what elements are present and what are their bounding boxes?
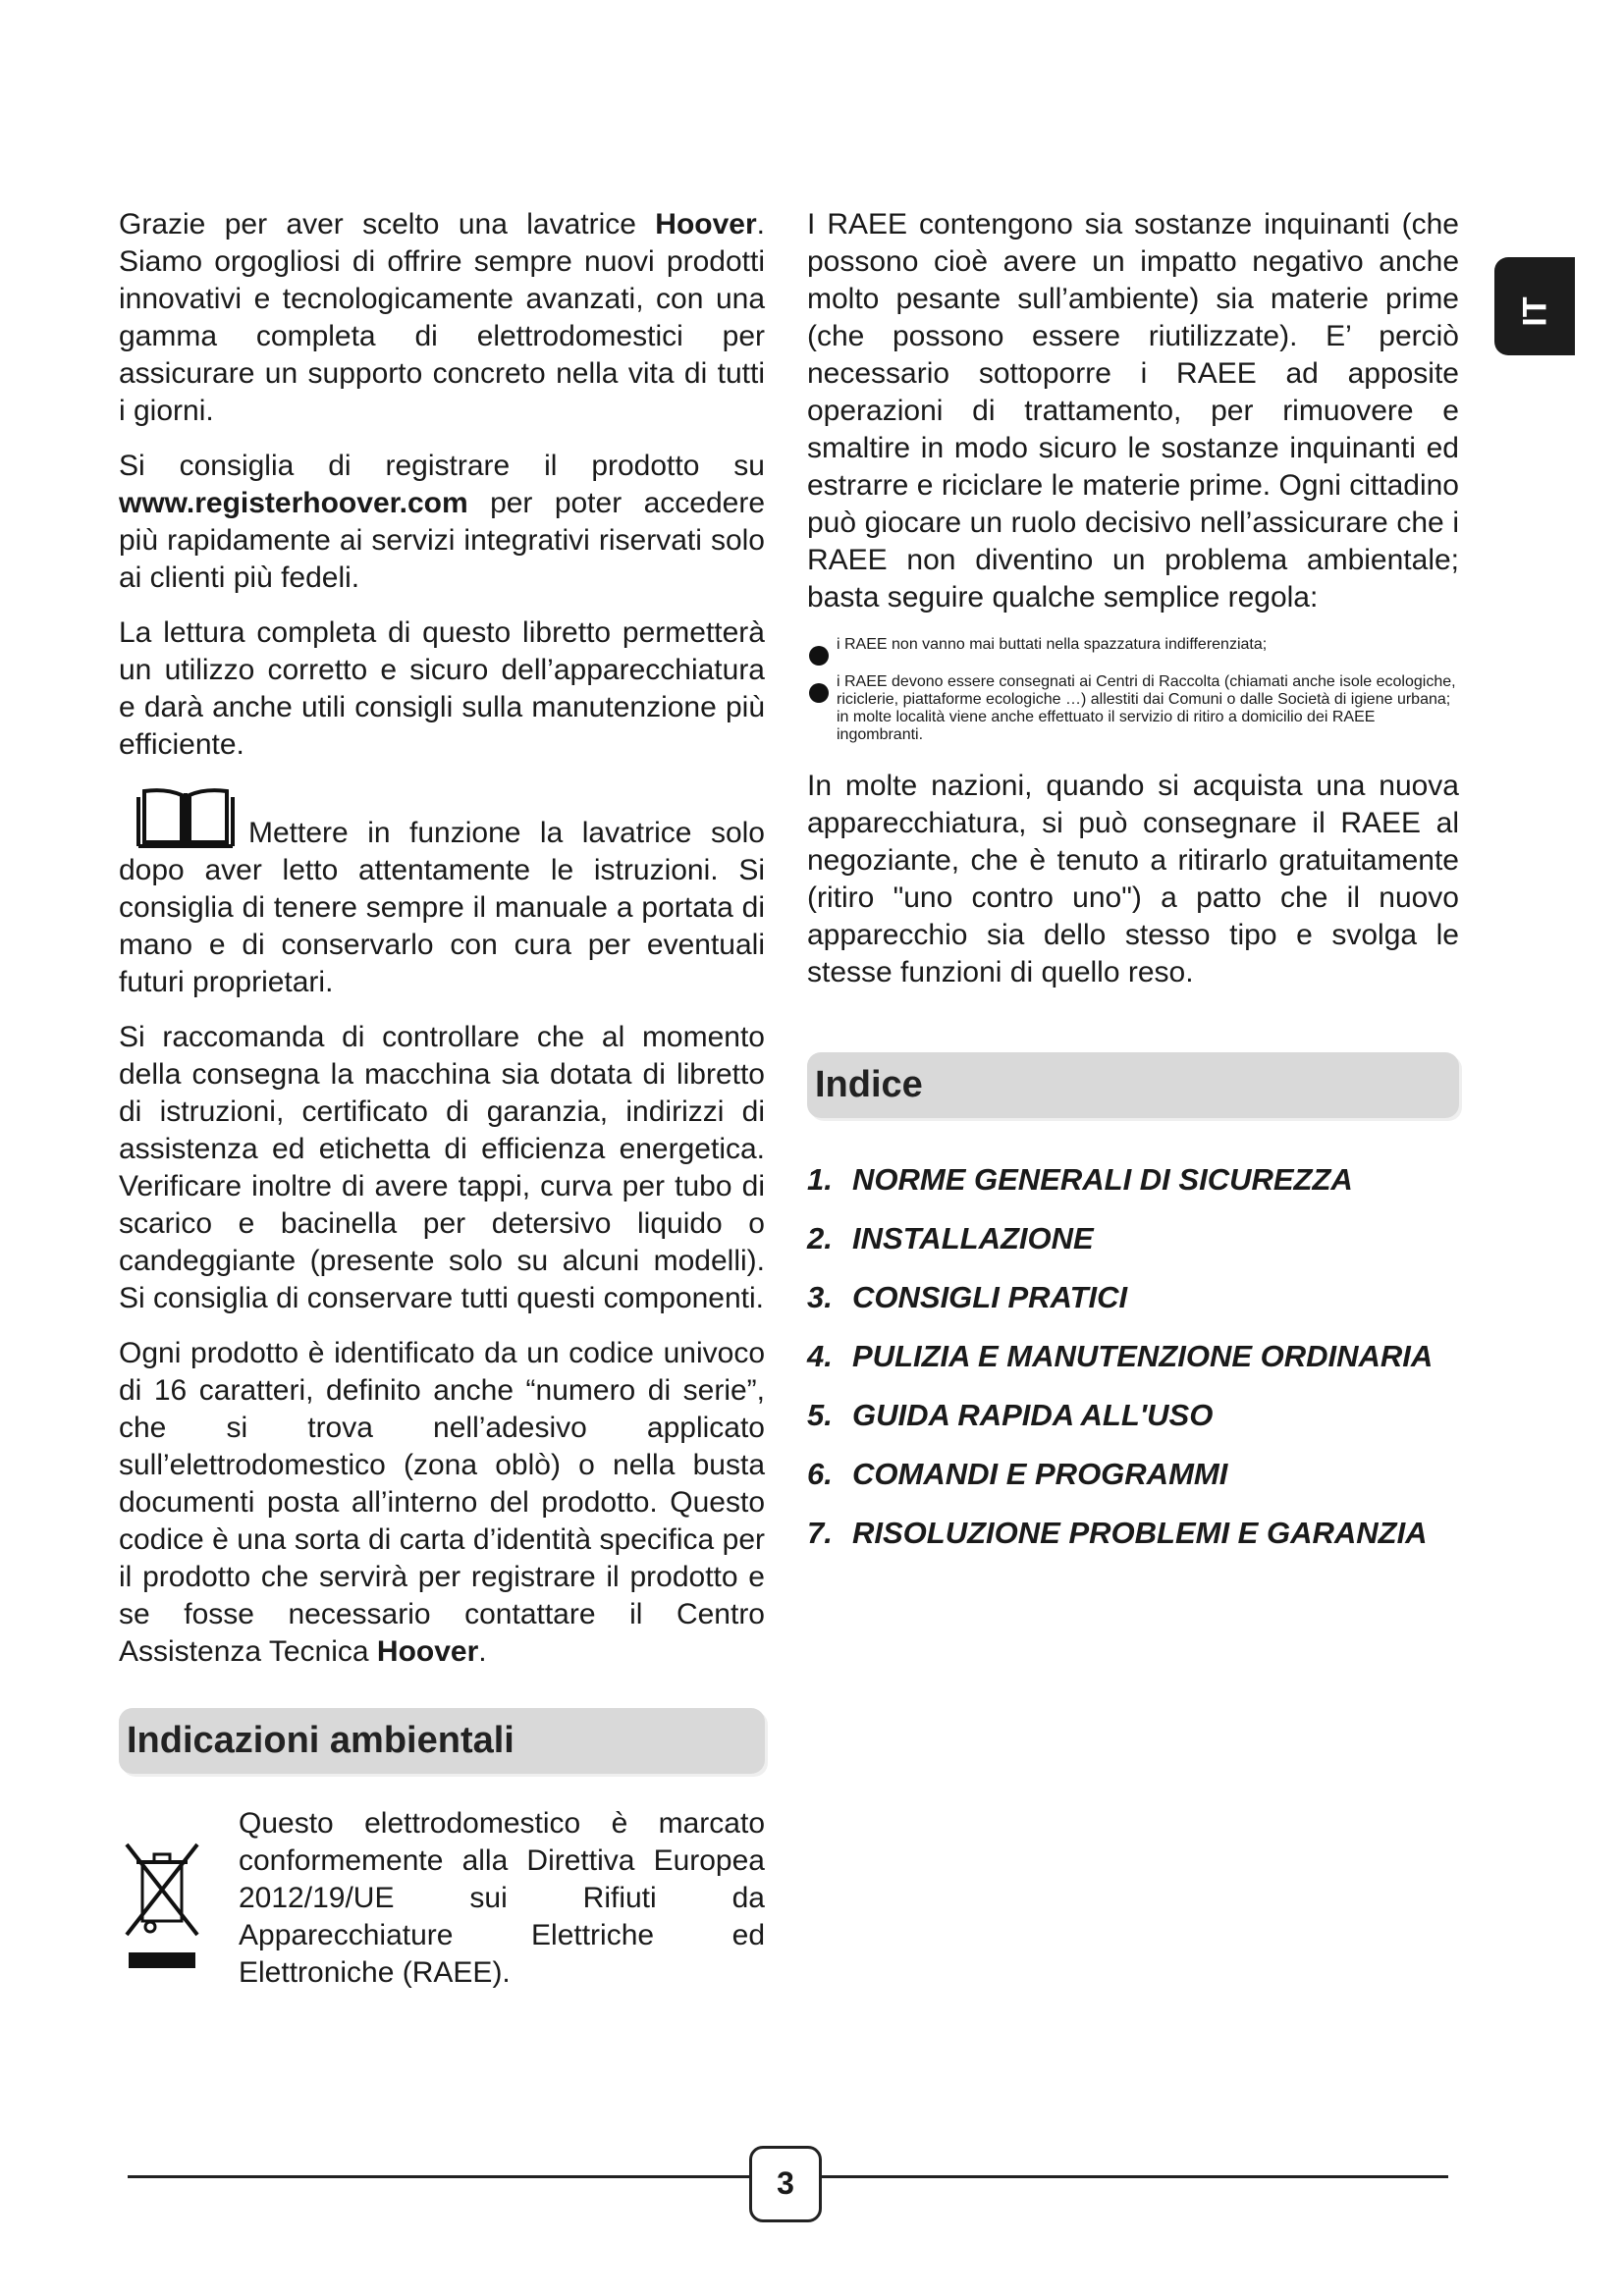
table-of-contents [807, 1161, 1459, 1552]
intro-text-tail: . Siamo orgogliosi di offrire sempre nuovi prodotti innovativi e tecnologicamente avanzati, con una gamma completa di elettrodomestici per assicurare un supporto concreto nella vita di tutti i giorni. [119, 208, 765, 427]
register-paragraph [119, 448, 765, 597]
serial-text-tail: . [478, 1635, 487, 1668]
toc-number: 4. [807, 1339, 833, 1373]
toc-label: PULIZIA E MANUTENZIONE ORDINARIA [852, 1339, 1434, 1373]
serial-number-paragraph [119, 1335, 765, 1671]
weee-paragraph: Questo elettrodomestico è marcato conformemente alla Direttiva Europea 2012/19/UE sui Rifiuti da Apparecchiature Elettriche ed Elettroniche (RAEE). [239, 1807, 765, 1989]
toc-item[interactable] [807, 1161, 1459, 1199]
list-item: i RAEE devono essere consegnati ai Centri di Raccolta (chiamati anche isole ecologiche, riciclerie, piattaforme ecologiche …) allestiti dai Comuni o dalle Società di igiene urbana; in molte località viene anche effettuato il servizio di ritiro a domicilio dei RAEE ingombranti. [807, 673, 1459, 744]
intro-paragraph [119, 206, 765, 430]
serial-text: Ogni prodotto è identificato da un codice univoco di 16 caratteri, definito anche “numero di serie”, che si trova nell’adesivo applicato sull’elettrodomestico (zona oblò) o nella busta documenti posta all’interno del prodotto. Questo codice è una sorta di carta d’identità specifica per il prodotto che servirà per registrare il prodotto e se fosse necessario contattare il Centro Assistenza Tecnica [119, 1337, 765, 1668]
retailer-return-paragraph: In molte nazioni, quando si acquista una nuova apparecchiatura, si può consegnare il RAEE al negoziante, che è tenuto a ritirarlo gratuitamente (ritiro "uno contro uno") a patto che il nuovo apparecchio sia dello stesso tipo e svolga le stesse funzioni di quello reso. [807, 770, 1459, 988]
environment-section-title: Indicazioni ambientali [119, 1708, 765, 1774]
list-item: i RAEE non vanno mai buttati nella spazzatura indifferenziata; [807, 636, 1459, 654]
manual-notice [119, 785, 765, 1001]
toc-item[interactable] [807, 1515, 1459, 1552]
toc-item[interactable] [807, 1456, 1459, 1493]
register-text-tail: per poter accedere più rapidamente ai servizi integrativi riservati solo ai clienti più fedeli. [119, 487, 765, 594]
toc-item[interactable] [807, 1397, 1459, 1434]
raee-rules-list [807, 636, 1459, 744]
brand-name: Hoover [655, 208, 757, 240]
toc-label: COMANDI E PROGRAMMI [852, 1457, 1228, 1491]
language-tab-label: IT [1516, 296, 1554, 327]
right-column [807, 206, 1459, 1574]
weee-notice [119, 1805, 765, 1992]
toc-number: 2. [807, 1221, 833, 1255]
delivery-check-paragraph: Si raccomanda di controllare che al momento della consegna la macchina sia dotata di libretto di istruzioni, certificato di garanzia, indirizzi di assistenza ed etichetta di efficienza energetica. Verificare inoltre di avere tappi, curva per tubo di scarico e bacinella per detersivo liquido o candeggiante (presente solo su alcuni modelli). Si consiglia di conservare tutti questi componenti. [119, 1021, 765, 1314]
left-column [119, 206, 765, 1992]
intro-text: Grazie per aver scelto una lavatrice [119, 208, 656, 240]
toc-label: CONSIGLI PRATICI [852, 1280, 1128, 1314]
toc-label: RISOLUZIONE PROBLEMI E GARANZIA [852, 1516, 1428, 1550]
toc-number: 6. [807, 1457, 833, 1491]
open-book-icon [136, 785, 235, 848]
brand-name: Hoover [376, 1635, 479, 1668]
toc-item[interactable] [807, 1279, 1459, 1316]
toc-label: NORME GENERALI DI SICUREZZA [852, 1162, 1353, 1197]
toc-item[interactable] [807, 1338, 1459, 1375]
toc-number: 5. [807, 1398, 833, 1432]
toc-label: GUIDA RAPIDA ALL'USO [852, 1398, 1214, 1432]
manual-paragraph: Mettere in funzione la lavatrice solo dopo aver letto attentamente le istruzioni. Si consiglia di tenere sempre il manuale a portata di mano e di conservarlo con cura per eventuali futuri proprietari. [119, 817, 765, 998]
toc-number: 3. [807, 1280, 833, 1314]
reading-paragraph: La lettura completa di questo libretto permetterà un utilizzo corretto e sicuro dell’apparecchiatura e darà anche utili consigli sulla manutenzione più efficiente. [119, 616, 765, 761]
register-link[interactable]: www.registerhoover.com [119, 487, 468, 519]
page-number: 3 [749, 2146, 822, 2222]
index-section-title: Indice [807, 1052, 1459, 1118]
raee-paragraph: I RAEE contengono sia sostanze inquinanti (che possono cioè avere un impatto negativo anche molto pesante sull’ambiente) sia materie prime (che possono essere riutilizzate). E’ perciò necessario sottoporre i RAEE ad apposite operazioni di trattamento, per rimuovere e smaltire in modo sicuro le sostanze inquinanti ed estrarre e riciclare le materie prime. Ogni cittadino può giocare un ruolo decisivo nell’assicurare che i RAEE non diventino un problema ambientale; basta seguire qualche semplice regola: [807, 208, 1459, 614]
toc-label: INSTALLAZIONE [852, 1221, 1094, 1255]
toc-item[interactable] [807, 1220, 1459, 1257]
toc-number: 7. [807, 1516, 833, 1550]
crossed-bin-icon [119, 1805, 205, 1992]
language-tab [1494, 257, 1575, 355]
register-text: Si consiglia di registrare il prodotto su [119, 450, 765, 482]
toc-number: 1. [807, 1162, 833, 1197]
